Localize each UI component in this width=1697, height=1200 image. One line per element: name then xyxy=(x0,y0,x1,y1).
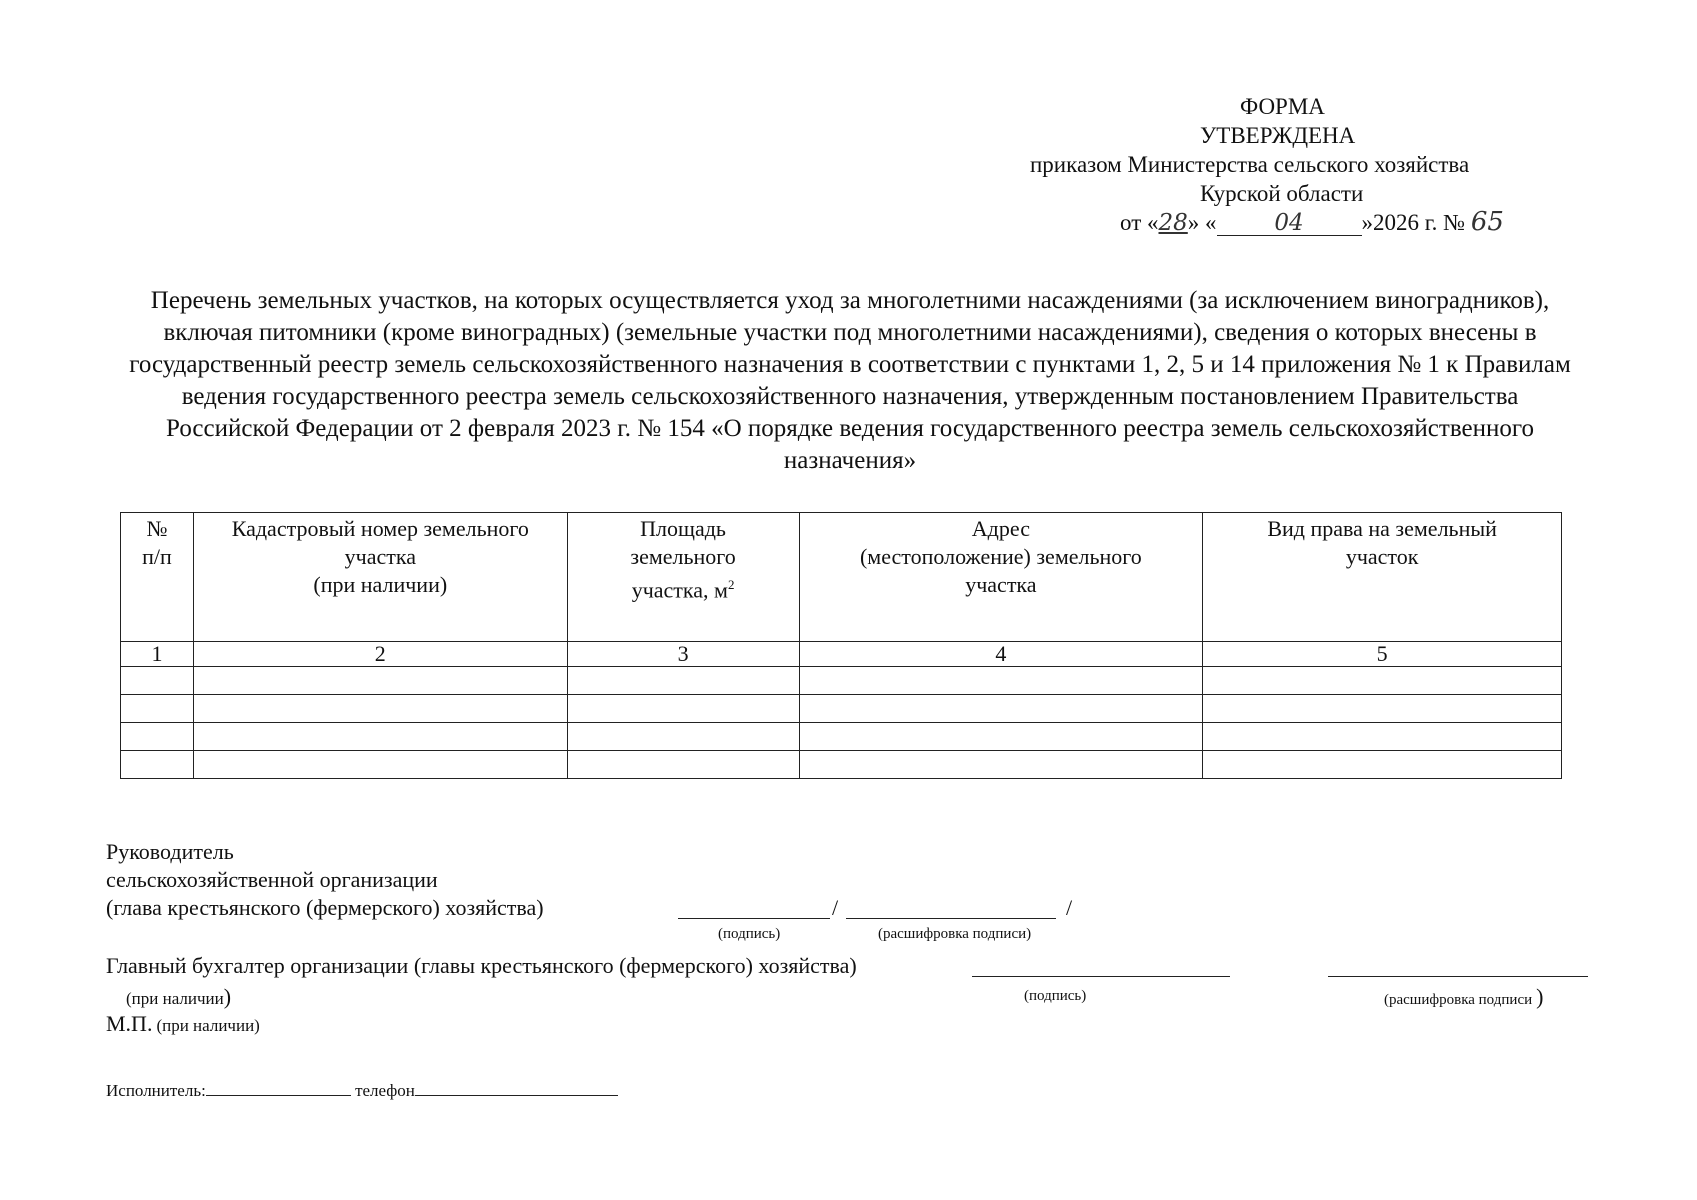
head-signature-caption: (подпись) xyxy=(718,926,781,942)
header-address: Адрес (местоположение) земельного участка xyxy=(799,513,1203,642)
date-suffix: »2026 г. № xyxy=(1361,210,1466,235)
table-cell[interactable] xyxy=(567,751,799,779)
table-row xyxy=(121,723,1562,751)
table-cell[interactable] xyxy=(1203,751,1562,779)
accountant-label: Главный бухгалтер организации (главы крестьянского (фермерского) хозяйства) xyxy=(106,953,857,978)
table-cell[interactable] xyxy=(121,695,194,723)
document-title: Перечень земельных участков, на которых осуществляется уход за многолетними насаждениями (за исключением виноградников), включая питомники (кроме виноградных) (земельные участки под многолетними насаждениями), сведения о которых внесены в государственный реестр земель сельскохозяйственного назначения в соответствии с пунктами 1, 2, 5 и 14 приложения № 1 к Правилам ведения государственного реестра земель сельскохозяйственного назначения, утвержденным постановлением Правительства Российской Федерации от 2 февраля 2023 г. № 154 «О порядке ведения государственного реестра земель сельскохозяйственного назначения» xyxy=(129,287,1571,474)
table-cell[interactable] xyxy=(567,695,799,723)
table-cell[interactable] xyxy=(799,723,1203,751)
table-cell[interactable] xyxy=(121,723,194,751)
head-decoding-line[interactable] xyxy=(846,918,1056,919)
date-prefix: от « xyxy=(1120,210,1159,235)
approval-date-line xyxy=(1120,208,1504,238)
date-mid: » « xyxy=(1187,210,1217,235)
stamp-line: М.П. (при наличии) xyxy=(106,1011,260,1036)
table-cell[interactable] xyxy=(567,667,799,695)
column-number-cell: 2 xyxy=(193,642,567,667)
approval-form-label: ФОРМА xyxy=(1240,94,1325,119)
head-label-line2: сельскохозяйственной организации xyxy=(106,867,438,892)
accountant-if-any: (при наличии) xyxy=(126,984,232,1009)
table-cell[interactable] xyxy=(567,723,799,751)
column-number-cell: 5 xyxy=(1203,642,1562,667)
head-decoding-caption: (расшифровка подписи) xyxy=(878,926,1032,942)
table-cell[interactable] xyxy=(1203,667,1562,695)
phone-label: телефон xyxy=(355,1081,415,1100)
table-header-row xyxy=(121,513,1562,642)
head-signature-line[interactable] xyxy=(678,918,830,919)
executor-field[interactable] xyxy=(206,1080,351,1096)
land-plots-table xyxy=(120,512,1562,779)
approval-region-line: Курской области xyxy=(1200,181,1364,206)
table-cell[interactable] xyxy=(799,667,1203,695)
accountant-decoding-caption: (расшифровка подписи ) xyxy=(1384,984,1544,1009)
table-cell[interactable] xyxy=(193,751,567,779)
slash-separator-end: / xyxy=(1066,895,1073,920)
head-label-line1: Руководитель xyxy=(106,839,234,864)
phone-field[interactable] xyxy=(415,1080,618,1096)
date-month: 04 xyxy=(1217,211,1362,236)
column-number-cell: 3 xyxy=(567,642,799,667)
head-label-line3: (глава крестьянского (фермерского) хозяйства) xyxy=(106,895,544,920)
table-row xyxy=(121,751,1562,779)
table-row xyxy=(121,667,1562,695)
accountant-signature-line[interactable] xyxy=(972,976,1230,977)
order-number: 65 xyxy=(1470,207,1504,237)
table-cell[interactable] xyxy=(799,751,1203,779)
column-number-row xyxy=(121,642,1562,667)
table-cell[interactable] xyxy=(1203,695,1562,723)
accountant-signature-caption: (подпись) xyxy=(1024,988,1087,1004)
table-cell[interactable] xyxy=(193,667,567,695)
table-cell[interactable] xyxy=(121,751,194,779)
header-right-type: Вид права на земельный участок xyxy=(1203,513,1562,642)
table-cell[interactable] xyxy=(121,667,194,695)
header-area: Площадь земельного участка, $м^2$ xyxy=(567,513,799,642)
slash-separator: / xyxy=(832,895,839,920)
approval-approved-label: УТВЕРЖДЕНА xyxy=(1200,123,1356,148)
table-cell[interactable] xyxy=(799,695,1203,723)
column-number-cell: 4 xyxy=(799,642,1203,667)
table-row xyxy=(121,695,1562,723)
table-cell[interactable] xyxy=(193,723,567,751)
executor-line xyxy=(106,1080,618,1101)
column-number-cell: 1 xyxy=(121,642,194,667)
table-cell[interactable] xyxy=(193,695,567,723)
date-day: 28 xyxy=(1158,210,1188,236)
header-number: № п/п xyxy=(121,513,194,642)
executor-label: Исполнитель: xyxy=(106,1081,206,1100)
approval-order-line: приказом Министерства сельского хозяйства xyxy=(1030,152,1470,177)
table-cell[interactable] xyxy=(1203,723,1562,751)
header-cadastral: Кадастровый номер земельного участка (при наличии) xyxy=(193,513,567,642)
accountant-decoding-line[interactable] xyxy=(1328,976,1588,977)
